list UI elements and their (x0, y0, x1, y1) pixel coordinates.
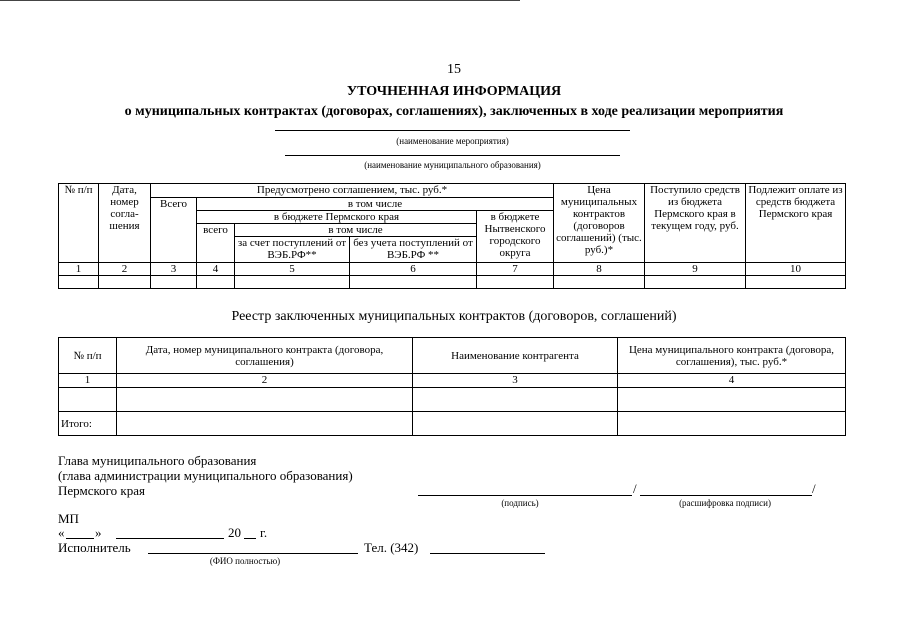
col-number: 9 (645, 263, 746, 276)
executor-name-line (148, 553, 358, 554)
date-close-quote: » (95, 525, 102, 540)
col-number: 1 (59, 374, 117, 388)
date-day-line (66, 538, 94, 539)
registry-column-numbers-row (59, 374, 846, 388)
registry-header-contractor: Наименование контрагента (413, 338, 618, 374)
header-total: Всего (151, 198, 197, 263)
header-num: № п/п (59, 184, 99, 263)
header-including: в том числе (197, 198, 554, 211)
table-row (59, 276, 846, 289)
contracts-registry-table (58, 337, 846, 436)
head-title-line3: Пермского края (58, 483, 145, 498)
col-number: 2 (99, 263, 151, 276)
col-number: 3 (413, 374, 618, 388)
date-month-line (116, 538, 224, 539)
signature-decode-line (640, 495, 812, 496)
event-name-caption: (наименование мероприятия) (396, 136, 509, 146)
stamp-placeholder: МП (58, 511, 79, 526)
registry-header-price: Цена муниципального контракта (договора, соглашения), тыс. руб.* (618, 338, 846, 374)
header-received: Поступило средств из бюджета Пермского края в текущем году, руб. (645, 184, 746, 263)
document-subtitle: о муниципальных контрактах (договорах, соглашениях), заключенных в ходе реализации мероприятия (124, 104, 784, 119)
header-price: Цена муниципальных контрактов (договоров соглашений) (тыс. руб.)* (554, 184, 645, 263)
col-number: 7 (477, 263, 554, 276)
col-number: 3 (151, 263, 197, 276)
municipality-name-caption: (наименование муниципального образования) (364, 160, 541, 170)
registry-total-row (59, 412, 846, 436)
date-year-prefix: 20 (228, 525, 241, 540)
col-number: 1 (59, 263, 99, 276)
scan-edge-line (0, 0, 520, 1)
executor-caption: (ФИО полностью) (209, 556, 281, 566)
col-number: 8 (554, 263, 645, 276)
col-number: 4 (197, 263, 235, 276)
signature-separator-end: / (812, 481, 816, 496)
header-all: всего (197, 224, 235, 263)
registry-header-date: Дата, номер муниципального контракта (договора, соглашения) (117, 338, 413, 374)
page-number: 15 (447, 62, 461, 77)
phone-line (430, 553, 545, 554)
registry-title: Реестр заключенных муниципальных контрактов (договоров, соглашений) (231, 309, 677, 324)
column-numbers-row (59, 263, 846, 276)
header-with-veb: за счет поступлений от ВЭБ.РФ** (235, 237, 350, 263)
table-row (59, 388, 846, 412)
contracts-summary-table (58, 183, 846, 289)
header-date: Дата, номер согла-шения (99, 184, 151, 263)
date-year-suffix: г. (260, 525, 268, 540)
header-without-veb: без учета поступлений от ВЭБ.РФ ** (350, 237, 477, 263)
col-number: 5 (235, 263, 350, 276)
signature-decode-caption: (расшифровка подписи) (679, 498, 771, 508)
phone-label: Тел. (342) (364, 540, 419, 555)
header-nytva-budget: в бюджете Нытвенского городского округа (477, 211, 554, 263)
signature-line (418, 495, 632, 496)
municipality-name-line (285, 155, 620, 156)
header-provided: Предусмотрено соглашением, тыс. руб.* (151, 184, 554, 198)
executor-label: Исполнитель (58, 540, 131, 555)
registry-header-num: № п/п (59, 338, 117, 374)
date-open-quote: « (58, 525, 65, 540)
header-perm-budget: в бюджете Пермского края (197, 211, 477, 224)
document-title: УТОЧНЕННАЯ ИНФОРМАЦИЯ (346, 84, 562, 99)
signature-separator: / (633, 481, 637, 496)
head-title-line2: (глава администрации муниципального образования) (58, 468, 353, 483)
head-title-line1: Глава муниципального образования (58, 453, 257, 468)
col-number: 6 (350, 263, 477, 276)
total-label: Итого: (59, 412, 117, 436)
col-number: 10 (746, 263, 846, 276)
event-name-line (275, 130, 630, 131)
col-number: 2 (117, 374, 413, 388)
date-year-line (244, 538, 256, 539)
header-including-2: в том числе (235, 224, 477, 237)
signature-caption: (подпись) (501, 498, 539, 508)
header-payable: Подлежит оплате из средств бюджета Пермского края (746, 184, 846, 263)
col-number: 4 (618, 374, 846, 388)
